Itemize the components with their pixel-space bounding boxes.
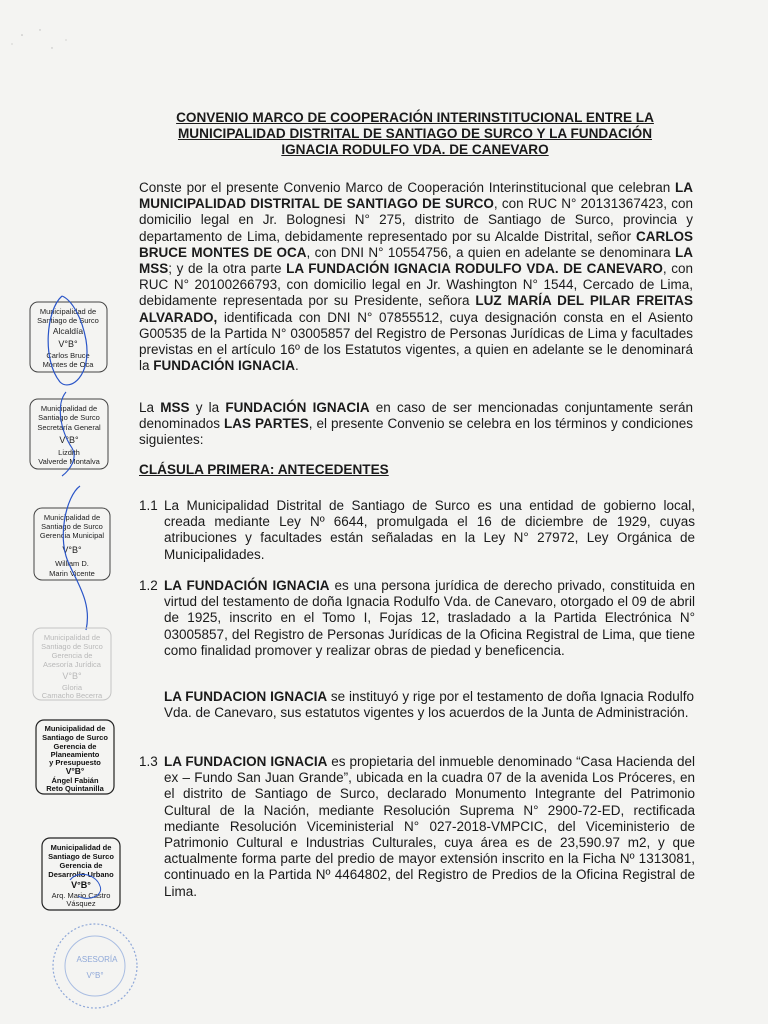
stamp-line: Santiago de Surco xyxy=(42,733,108,742)
clause-item-1-2 xyxy=(139,578,695,659)
seal-vb: V°B° xyxy=(86,971,104,980)
stamp-vb: V°B° xyxy=(65,766,85,776)
stamp-vb: V°B° xyxy=(59,435,79,445)
stamp-line: Ángel Fabián xyxy=(51,776,99,785)
intro-bold-4: LA FUNDACIÓN IGNACIA RODULFO VDA. DE CANEVARO xyxy=(286,261,663,277)
stamp-line: Santiago de Surco xyxy=(38,413,100,422)
stamp-line: Camacho Becerra xyxy=(41,691,103,700)
item-number: 1.1 xyxy=(139,498,158,513)
parties-text-2: y la xyxy=(189,400,226,415)
stamp-line: William D. xyxy=(55,559,89,568)
title-line-3: IGNACIA RODULFO VDA. DE CANEVARO xyxy=(281,142,549,157)
stamp-line: Municipalidad de xyxy=(43,513,101,522)
stamp-line: Arq. Mario Castro xyxy=(51,891,111,900)
stamp-line: Municipalidad de xyxy=(50,843,112,852)
intro-text-5: , con RUC N° 20100266793, con domicilio legal en Jr. Washington N° 1544, Cercado de Lima, debidamente representada por su Presidente, señora xyxy=(139,261,694,309)
stamp-line: Gloria xyxy=(61,683,83,692)
item-number: 1.2 xyxy=(139,578,158,593)
stamp-line: y Presupuesto xyxy=(49,758,101,767)
title-line-1: CONVENIO MARCO DE COOPERACIÓN INTERINSTITUCIONAL ENTRE LA xyxy=(176,110,654,125)
clause-heading: CLÁSULA PRIMERA: ANTECEDENTES xyxy=(139,462,389,477)
stamp-line: Vásquez xyxy=(66,899,96,908)
item-bold: LA FUNDACION IGNACIA xyxy=(164,689,328,704)
stamp-line: Carlos Bruce xyxy=(46,351,90,360)
stamp-line: Lizdith xyxy=(58,448,80,457)
document-title xyxy=(150,110,680,158)
stamp-line: Municipalidad de xyxy=(44,724,106,733)
stamp-line: Montes de Oca xyxy=(42,360,94,369)
intro-bold-2: CARLOS BRUCE MONTES DE OCA xyxy=(139,228,693,260)
item-body: se instituyó y rige por el testamento de doña Ignacia Rodulfo Vda. de Canevaro, sus estatutos vigentes y los acuerdos de la Junta de Administración. xyxy=(164,689,694,721)
stamp-line: Alcaldía xyxy=(52,326,84,336)
stamp-line: Gerencia de xyxy=(59,861,103,870)
intro-bold-1: LA MUNICIPALIDAD DISTRITAL DE SANTIAGO DE SURCO xyxy=(139,180,693,212)
parties-bold-3: LAS PARTES xyxy=(224,416,309,432)
stamp-line: Secretaría General xyxy=(37,423,101,432)
stamp-vb: V°B° xyxy=(71,880,91,890)
intro-text-7: . xyxy=(295,358,299,374)
stamp-line: Santiago de Surco xyxy=(41,642,103,651)
stamp-line: Santiago de Surco xyxy=(37,316,99,325)
stamp-line: Asesoría Jurídica xyxy=(43,660,101,669)
stamp-line: Santiago de Surco xyxy=(41,522,103,531)
stamp-line: Planeamiento xyxy=(50,750,100,759)
stamp-vb: V°B° xyxy=(62,545,82,555)
stamp-vb: V°B° xyxy=(62,671,82,681)
stamp-line: Gerencia Municipal xyxy=(39,531,105,540)
stamp-line: Marin Vicente xyxy=(49,569,95,578)
stamp-line: Municipalidad de xyxy=(39,307,97,316)
stamp-line: Santiago de Surco xyxy=(48,852,114,861)
stamp-line: Municipalidad de xyxy=(40,404,98,413)
intro-text-1: Conste por el presente Convenio Marco de Cooperación Interinstitucional que celebran xyxy=(139,180,675,195)
stamp-vb: V°B° xyxy=(58,339,78,349)
item-number: 1.3 xyxy=(139,754,158,769)
intro-bold-6: FUNDACIÓN IGNACIA xyxy=(153,358,296,374)
stamp-line: Gerencia de xyxy=(53,742,97,751)
title-line-2: MUNICIPALIDAD DISTRITAL DE SANTIAGO DE SURCO Y LA FUNDACIÓN xyxy=(177,126,653,141)
clause-item-1-3 xyxy=(139,754,695,900)
clause-item-1-2-continuation xyxy=(164,689,694,721)
intro-bold-3: LA MSS xyxy=(139,244,693,277)
intro-text-3: , con DNI N° 10554756, a quien en adelante se denominara xyxy=(306,244,675,260)
parties-text-4: , el presente Convenio se celebra en los términos y condiciones siguientes: xyxy=(139,416,693,448)
item-bold: LA FUNDACIÓN IGNACIA xyxy=(164,578,330,593)
parties-bold-1: MSS xyxy=(160,400,190,415)
stamp-line: Municipalidad de xyxy=(43,633,101,642)
intro-text-4: ; y de la otra parte xyxy=(168,261,287,277)
stamp-line: Desarrollo Urbano xyxy=(48,870,114,879)
parties-bold-2: FUNDACIÓN IGNACIA xyxy=(225,400,370,415)
intro-bold-5: LUZ MARÍA DEL PILAR FREITAS ALVARADO, xyxy=(139,293,693,325)
intro-text-2: , con RUC N° 20131367423, con domicilio legal en Jr. Bolognesi N° 275, distrito de Santiago de Surco, provincia y departamento de Lima, debidamente representado por su Alcalde Distrital, señor xyxy=(139,196,693,244)
item-text xyxy=(164,754,695,900)
item-text: La Municipalidad Distrital de Santiago de Surco es una entidad de gobierno local, creada mediante Ley Nº 6644, promulgada el 16 de diciembre de 1929, cuyas atribuciones y facultades están señaladas en la Ley N° 27972, Ley Orgánica de Municipalidades. xyxy=(164,498,695,562)
intro-paragraph xyxy=(139,180,693,374)
item-bold: LA FUNDACION IGNACIA xyxy=(164,754,328,769)
parties-text-3: en caso de ser mencionadas conjuntamente serán denominados xyxy=(139,400,693,432)
stamp-line: Valverde Montalva xyxy=(38,457,100,466)
item-body: es propietaria del inmueble denominado “Casa Hacienda del ex – Fundo San Juan Grande”, ubicada en la cuadra 07 de la avenida Los Próceres, en el distrito de Santiago de Surco, declarado Monumento Integrante del Patrimonio Cultural de la Nación, mediante Resolución Suprema N° 2900-72-ED, rectificada mediante Resolución Viceministerial N° 027-2018-VMPCIC, del Viceministerio de Patrimonio Cultural e Industrias Culturales, cuya área es de 23,590.97 m2, y que actualmente forma parte del predio de mayor extensión inscrito en la Ficha Nº 1313081, continuado en la Partida Nº 4464802, del Registro de Predios de la Oficina Registral de Lima. xyxy=(164,754,695,899)
stamp-line: Gerencia de xyxy=(51,651,93,660)
parties-paragraph xyxy=(139,400,693,449)
intro-text-6: identificada con DNI N° 07855512, cuya designación consta en el Asiento G00535 de la Partida N° 03005857 del Registro de Personas Jurídicas de Lima y facultades previstas en el artículo 16º de los Estatutos vigentes, a quien en adelante se le denominará la xyxy=(139,309,693,374)
parties-text-1: La xyxy=(139,400,161,415)
stamp-line: Reto Quintanilla xyxy=(46,784,104,793)
item-text xyxy=(164,578,695,659)
seal-text: ASESORÍA xyxy=(76,955,118,964)
clause-item-1-1 xyxy=(139,498,695,563)
item-body: es una persona jurídica de derecho privado, constituida en virtud del testamento de doña Ignacia Rodulfo Vda. de Canevaro, otorgado el 09 de abril de 1925, inscrito en el Tomo I, Fojas 12, trasladado a la Partida Electrónica N° 03005857, del Registro de Personas Jurídicas de la Oficina Registral de Lima, que tiene como finalidad promover y realizar obras de piedad y beneficencia. xyxy=(164,578,695,658)
